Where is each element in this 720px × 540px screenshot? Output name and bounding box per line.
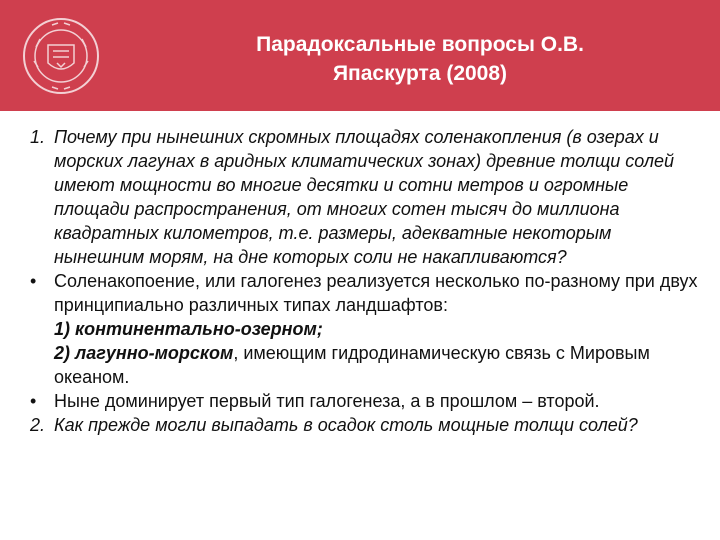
question-1-number: 1. xyxy=(30,127,46,147)
question-1-text: Почему при нынешних скромных площадях соленакопления (в озерах и морских лагунах в аридных климатических зонах) древние толщи солей имеют мощности во многие десятки и сотни метров и огромные площади распространения, от многих сотен тысяч до миллиона квадратных километров, т.е. размеры, адекватные некоторым нынешним морям, на дне которых соли не накапливаются? xyxy=(54,127,675,267)
landscape-type-2-description: , имеющим гидродинамическую связь с Мировым океаном. xyxy=(54,343,650,387)
bullet-icon: • xyxy=(30,271,37,291)
page-title xyxy=(170,30,670,88)
landscape-type-1: 1) континентально-озерном; xyxy=(54,319,323,339)
question-2 xyxy=(30,413,702,437)
question-2-number: 2. xyxy=(30,415,46,435)
slide-content xyxy=(30,125,702,437)
title-line-2: Япаскурта (2008) xyxy=(332,62,508,85)
question-1 xyxy=(30,125,702,269)
bullet-item-dominance xyxy=(30,389,702,413)
bullet-2-text: Ныне доминирует первый тип галогенеза, а в прошлом – второй. xyxy=(54,391,600,411)
title-line-1: Парадоксальные вопросы О.В. xyxy=(256,33,584,56)
bullet-1-text: Соленакопоение, или галогенез реализуется несколько по-разному при двух принципиально различных типах ландшафтов: xyxy=(54,271,698,315)
landscape-type-2 xyxy=(54,341,702,389)
university-seal-icon xyxy=(22,17,100,95)
header-bar xyxy=(0,0,720,111)
landscape-type-2-label: 2) лагунно-морском xyxy=(54,343,234,363)
question-2-text: Как прежде могли выпадать в осадок столь мощные толщи солей? xyxy=(54,415,638,435)
bullet-icon: • xyxy=(30,391,37,411)
bullet-item-halogenesis xyxy=(30,269,702,389)
